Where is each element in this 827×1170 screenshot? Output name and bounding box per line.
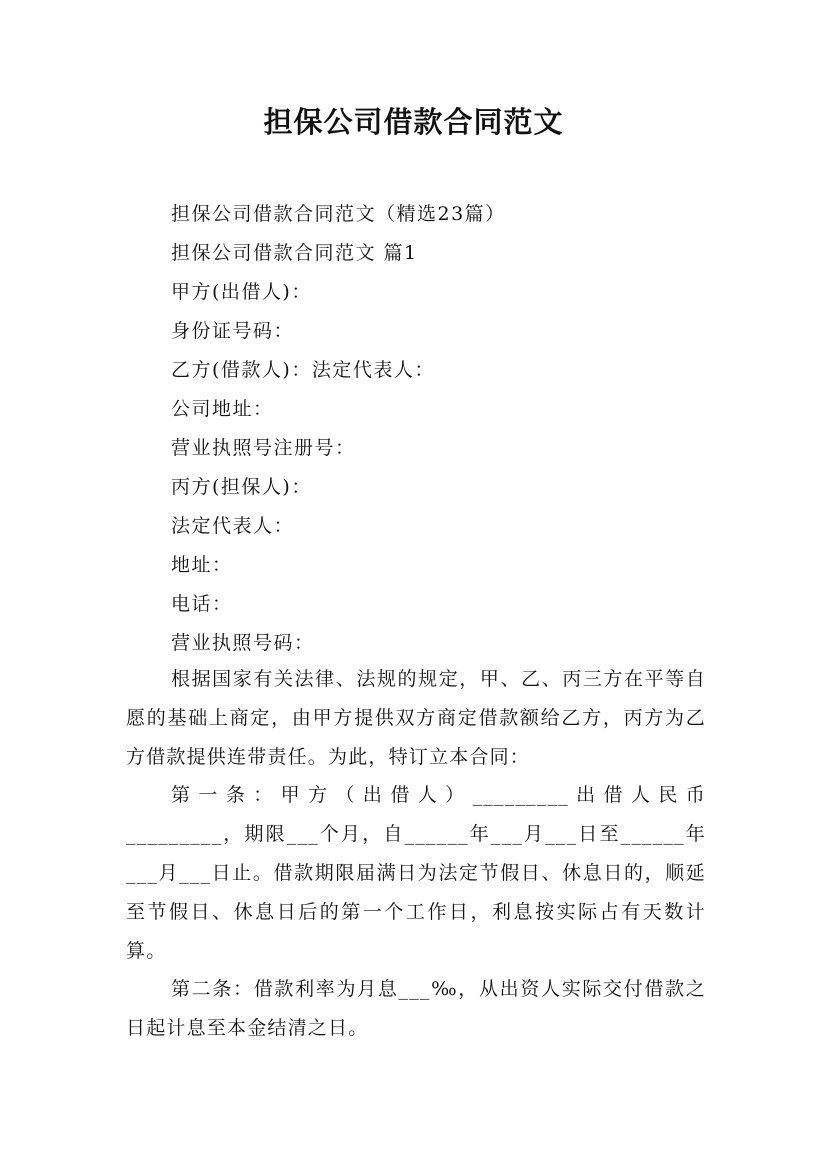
field-legal-representative: 法定代表人： xyxy=(171,515,295,537)
doc-subtitle: 担保公司借款合同范文（精选23篇） xyxy=(171,203,506,225)
field-borrower: 乙方(借款人)：法定代表人： xyxy=(171,359,435,381)
paragraph-text: 根据国家有关法律、法规的规定，甲、乙、丙三方在平等自愿的基础上商定，由甲方提供双方商定借款额给乙方，丙方为乙方借款提供连带责任。为此，特订立本合同： xyxy=(126,668,706,768)
field-registration-number: 营业执照号注册号： xyxy=(171,437,356,459)
field-company-address: 公司地址： xyxy=(171,398,274,420)
field-phone: 电话： xyxy=(171,593,233,615)
paragraph-text: 第一条：甲方（出借人）_________出借人民币_________，期限___个月，自______年___月___日至______年___月___日止。借款期限届满日为法定节假日、休息日的，顺延至节假日、休息日后的第一个工作日，利息按实际占有天数计算。 xyxy=(126,784,706,962)
section-heading: 担保公司借款合同范文 篇1 xyxy=(171,242,418,264)
paragraph-text: 第二条：借款利率为月息___‰，从出资人实际交付借款之日起计息至本金结清之日。 xyxy=(126,978,706,1039)
field-lender: 甲方(出借人)： xyxy=(171,281,312,303)
paragraph-preamble xyxy=(126,660,706,777)
field-guarantor: 丙方(担保人)： xyxy=(171,476,312,498)
field-id-number: 身份证号码： xyxy=(171,320,295,342)
field-license-number: 营业执照号码： xyxy=(171,632,315,654)
field-address: 地址： xyxy=(171,554,233,576)
document-title: 担保公司借款合同范文 xyxy=(263,105,564,139)
paragraph-article-2 xyxy=(126,970,706,1048)
paragraph-article-1 xyxy=(126,776,706,971)
